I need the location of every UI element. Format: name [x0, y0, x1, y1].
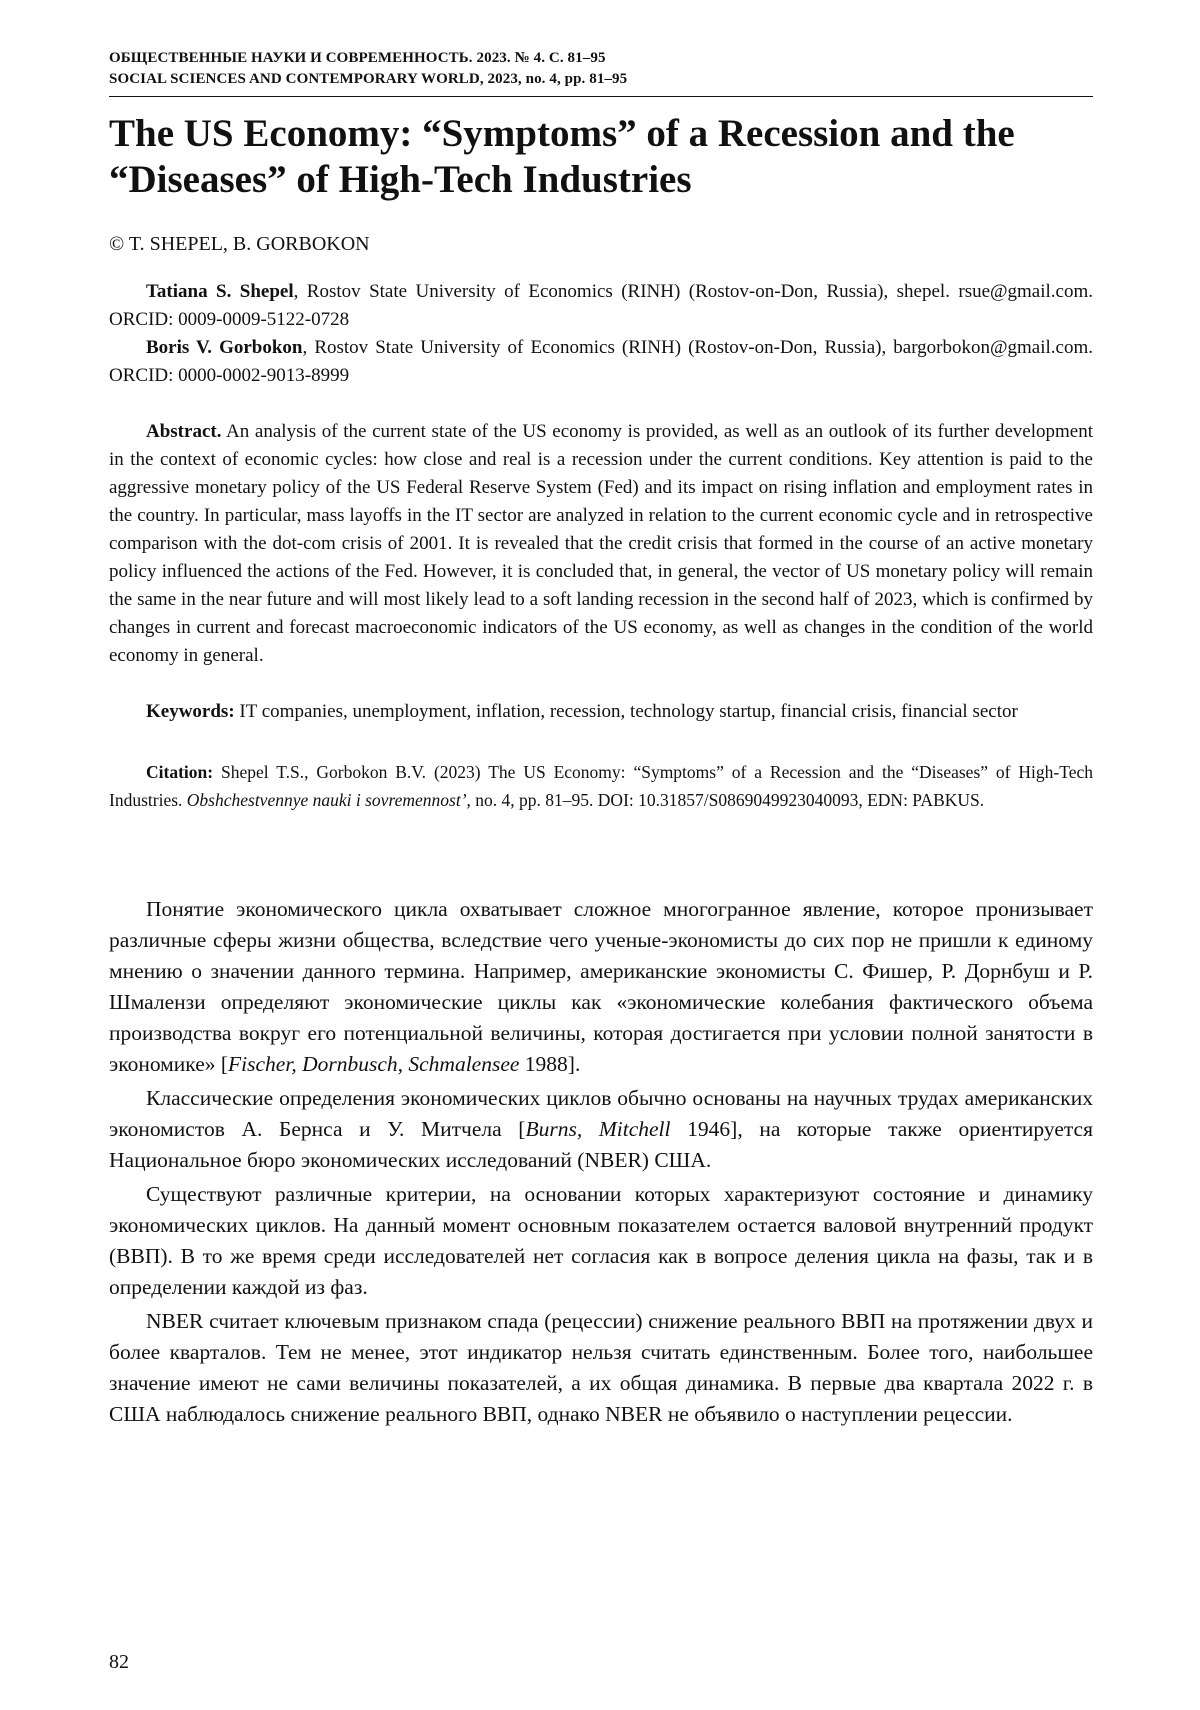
abstract-label: Abstract.	[146, 421, 222, 442]
paragraph-text: Понятие экономического цикла охватывает сложное многогранное явление, которое пронизывает различные сферы жизни общества, вследствие чего ученые-экономисты до сих пор не пришли к единому мнению о значении данного термина. Например, американские экономисты С. Фишер, Р. Дорнбуш и Р. Шмалензи определяют экономические циклы как «экономические колебания фактического объема производства вокруг его потенциальной величины, которая достигается при условии полной занятости в экономике» [	[109, 897, 1093, 1076]
keywords-text: IT companies, unemployment, inflation, recession, technology startup, financial crisis, financial sector	[234, 701, 1018, 722]
reference-year: 1988].	[519, 1052, 581, 1076]
journal-header-en: SOCIAL SCIENCES AND CONTEMPORARY WORLD, 2023, no. 4, pp. 81–95	[109, 71, 628, 87]
affiliation-details: , Rostov State University of Economics (RINH) (Rostov-on-Don, Russia), bargorbokon@gmail.com. ORCID: 0000-0002-9013-8999	[109, 337, 1093, 386]
title-line-1: The US Economy: “Symptoms” of a Recession and the	[109, 112, 1015, 155]
title-line-2: “Diseases” of High-Tech Industries	[109, 158, 692, 201]
header-rule	[109, 96, 1093, 97]
citation-label: Citation:	[146, 762, 214, 782]
citation-journal: Obshchestvennye nauki i sovremennost’,	[186, 790, 471, 810]
affiliation-shepel	[109, 278, 1093, 334]
body-text	[109, 894, 1093, 1430]
article-page	[109, 48, 1093, 1430]
reference-year: 1946], на которые также ориентируется Национальное бюро экономических исследований (NBER) США.	[109, 1117, 1093, 1172]
body-paragraph: Существуют различные критерии, на основании которых характеризуют состояние и динамику экономических циклов. На данный момент основным показателем остается валовой внутренний продукт (ВВП). В то же время среди исследователей нет согласия как в вопросе деления цикла на фазы, так и в определении каждой из фаз.	[109, 1182, 1093, 1299]
affiliations	[109, 278, 1093, 390]
article-title	[109, 111, 1093, 203]
affiliation-gorbokon	[109, 334, 1093, 390]
citation	[109, 758, 1093, 814]
citation-text: Shepel T.S., Gorbokon B.V. (2023) The US Economy: “Symptoms” of a Recession and the “Diseases” of High-Tech Industries.	[109, 762, 1093, 810]
body-paragraph	[109, 894, 1093, 1080]
abstract-text: An analysis of the current state of the US economy is provided, as well as an outlook of its further development in the context of economic cycles: how close and real is a recession under the current conditions. Key attention is paid to the aggressive monetary policy of the US Federal Reserve System (Fed) and its impact on rising inflation and employment rates in the country. In particular, mass layoffs in the IT sector are analyzed in relation to the current economic cycle and in retrospective comparison with the dot-com crisis of 2001. It is revealed that the credit crisis that formed in the course of an active monetary policy influenced the actions of the Fed. However, it is concluded that, in general, the vector of US monetary policy will remain the same in the near future and will most likely lead to a soft landing recession in the second half of 2023, which is confirmed by changes in current and forecast macroeconomic indicators of the US economy, as well as changes in the condition of the world economy in general.	[109, 421, 1093, 666]
page-number: 82	[109, 1651, 129, 1673]
body-paragraph: NBER считает ключевым признаком спада (рецессии) снижение реального ВВП на протяжении двух и более кварталов. Тем не менее, этот индикатор нельзя считать единственным. Более того, наибольшее значение имеют не сами величины показателей, а их общая динамика. В первые два квартала 2022 г. в США наблюдалось снижение реального ВВП, однако NBER не объявило о наступлении рецессии.	[109, 1309, 1093, 1426]
author-name: Boris V. Gorbokon	[146, 337, 303, 358]
abstract	[109, 418, 1093, 670]
citation-text-end: no. 4, pp. 81–95. DOI: 10.31857/S0869049923040093, EDN: PABKUS.	[470, 790, 985, 810]
author-list: © T. SHEPEL, B. GORBOKON	[109, 233, 370, 255]
reference-authors: Fischer, Dornbusch, Schmalensee	[228, 1052, 520, 1076]
author-name: Tatiana S. Shepel	[146, 281, 294, 302]
keywords	[109, 698, 1093, 726]
reference-authors: Burns, Mitchell	[525, 1117, 671, 1141]
body-paragraph	[109, 1083, 1093, 1176]
affiliation-details: , Rostov State University of Economics (RINH) (Rostov-on-Don, Russia), shepel. rsue@gmail.com. ORCID: 0009-0009-5122-0728	[109, 281, 1093, 330]
journal-header-ru: ОБЩЕСТВЕННЫЕ НАУКИ И СОВРЕМЕННОСТЬ. 2023. № 4. С. 81–95	[109, 50, 606, 66]
paragraph-text: Классические определения экономических циклов обычно основаны на научных трудах американских экономистов А. Бернса и У. Митчела [	[109, 1086, 1093, 1141]
keywords-label: Keywords:	[146, 701, 235, 722]
